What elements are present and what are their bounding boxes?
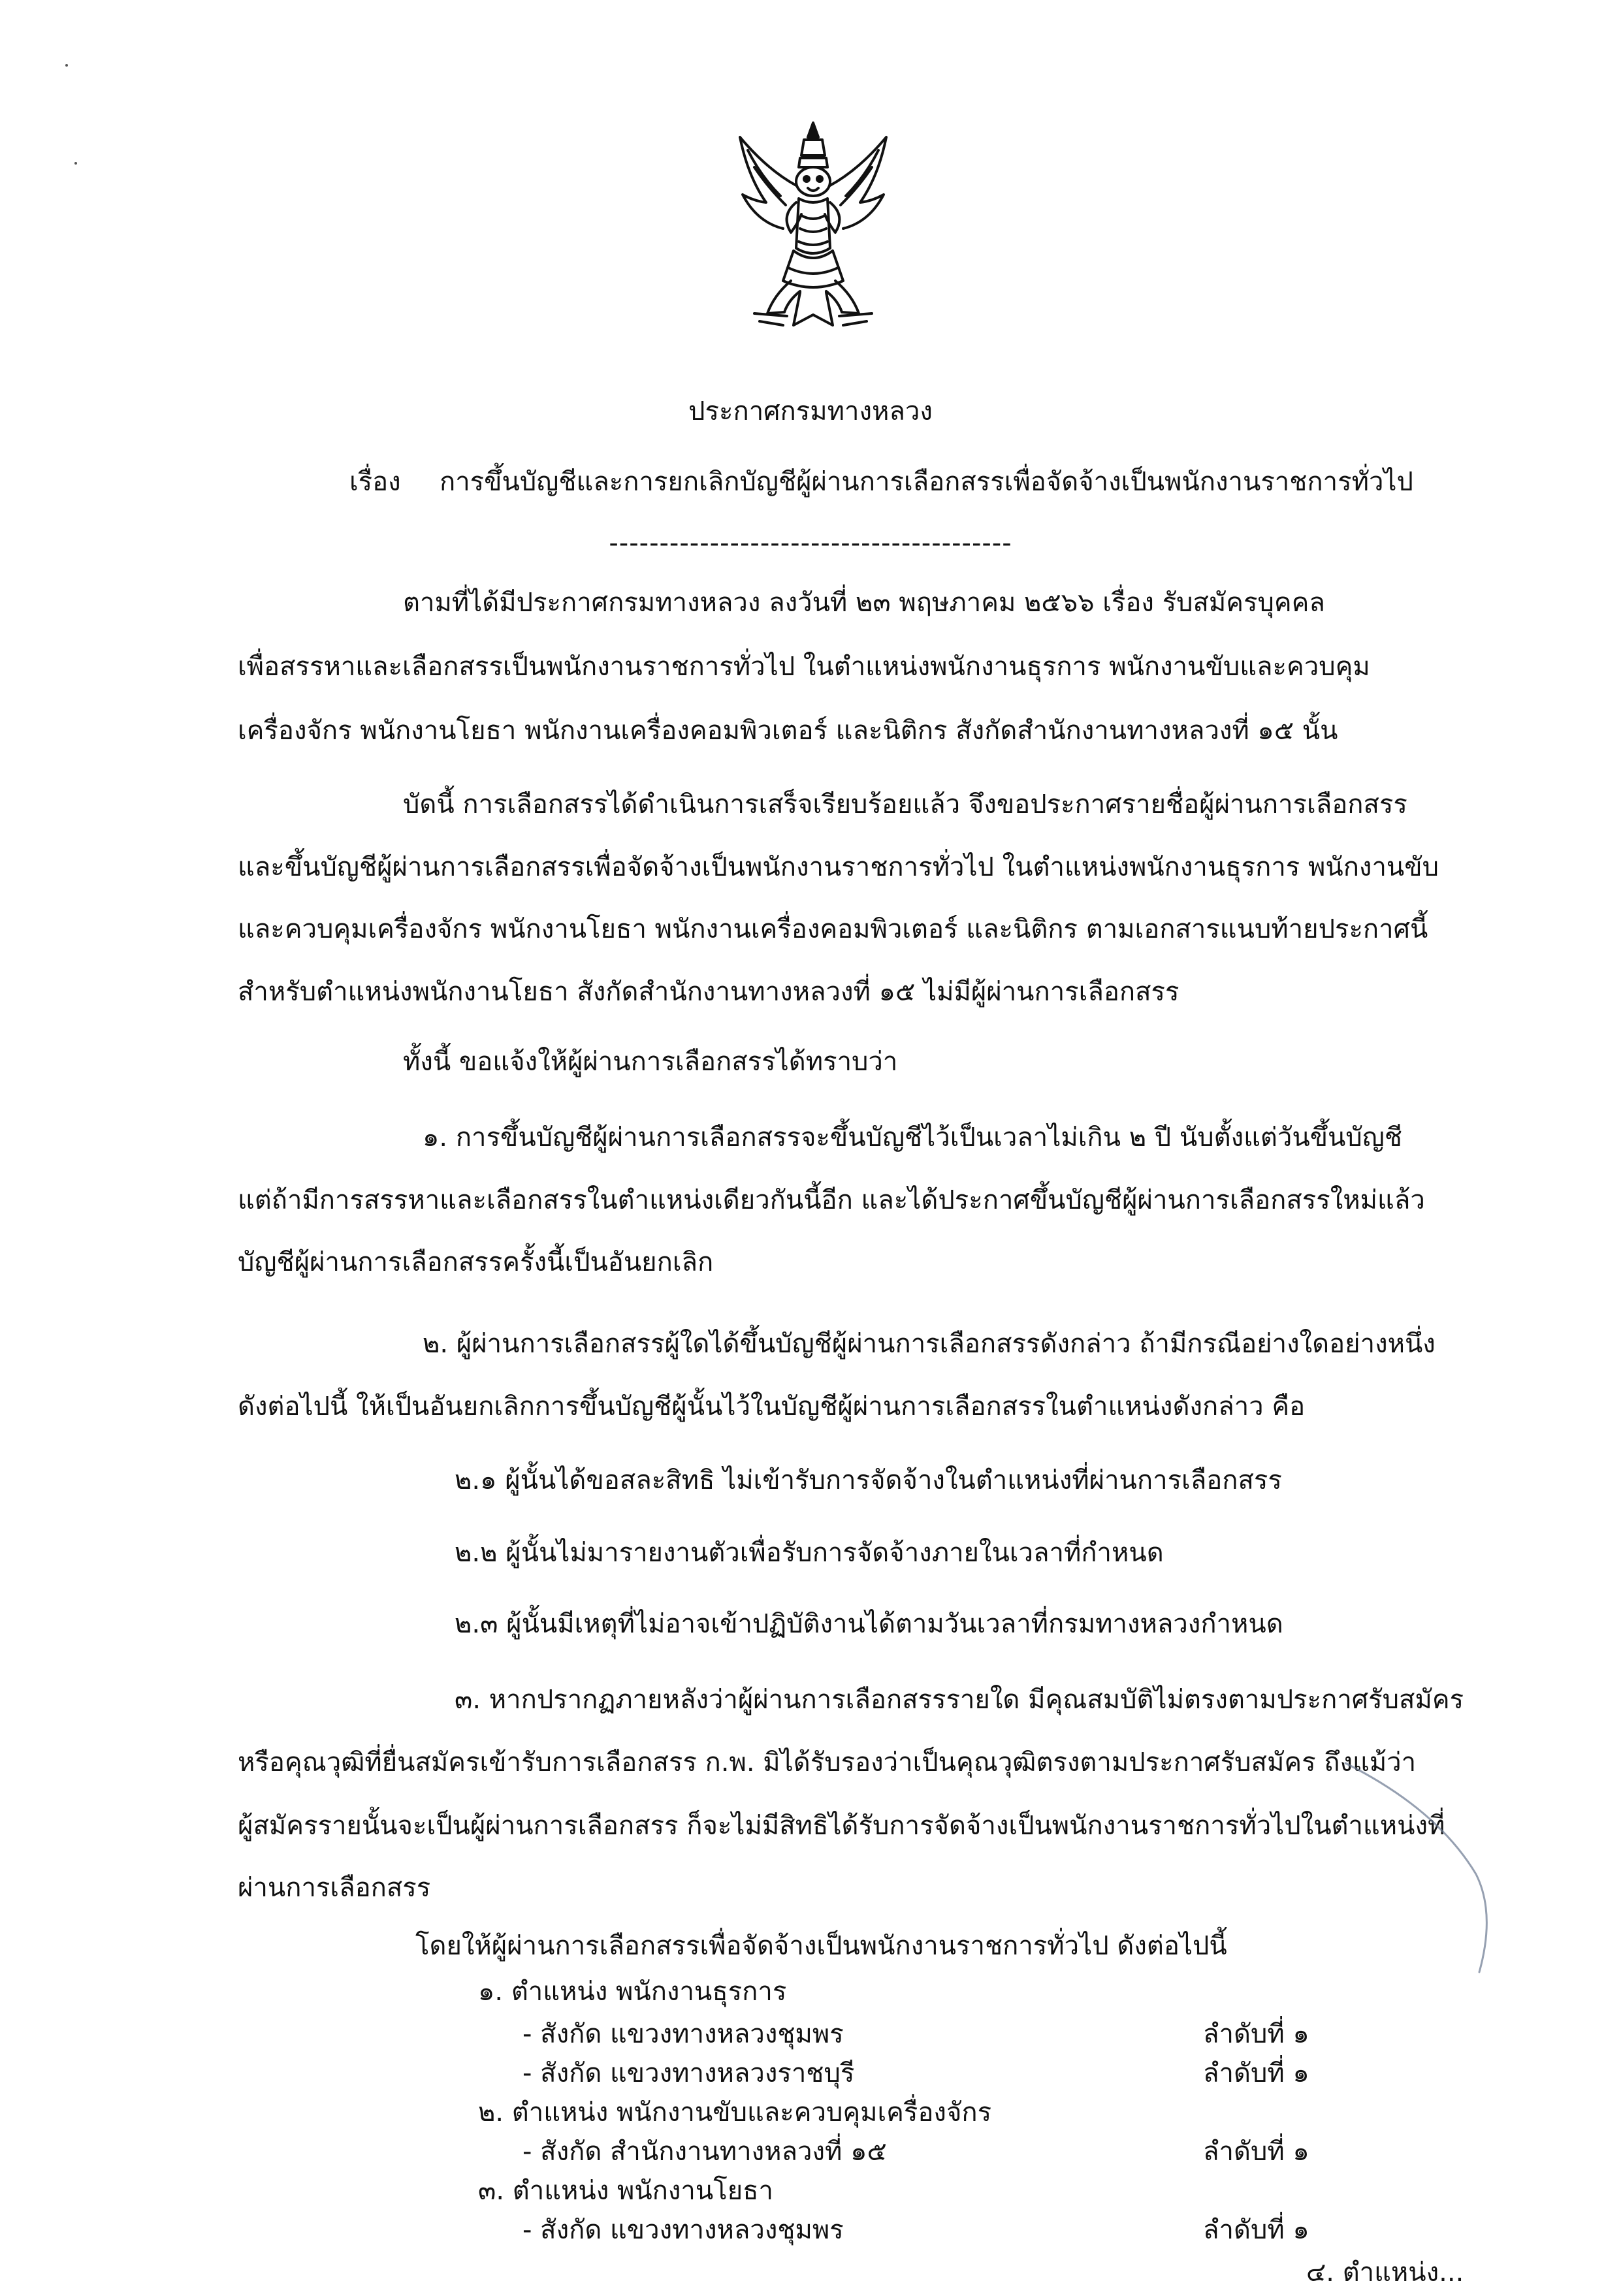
para3-line: ทั้งนี้ ขอแจ้งให้ผู้ผ่านการเลือกสรรได้ทราบว่า [403, 1047, 898, 1077]
position-1-rank-2: ลำดับที่ ๑ [1203, 2058, 1309, 2088]
item2-sub-1: ๒.๑ ผู้นั้นได้ขอสละสิทธิ ไม่เข้ารับการจัดจ้างในตำแหน่งที่ผ่านการเลือกสรร [455, 1465, 1282, 1495]
position-2-rank-1: ลำดับที่ ๑ [1203, 2137, 1309, 2167]
position-1-unit-2: - สังกัด แขวงทางหลวงราชบุรี [522, 2058, 855, 2088]
position-2-label: ๒. ตำแหน่ง พนักงานขับและควบคุมเครื่องจักร [478, 2097, 992, 2128]
subject-prefix: เรื่อง [349, 467, 401, 497]
para1-line-2: เพื่อสรรหาและเลือกสรรเป็นพนักงานราชการทั่วไป ในตำแหน่งพนักงานธุรการ พนักงานขับและควบคุม [238, 652, 1370, 682]
item2-sub-3: ๒.๓ ผู้นั้นมีเหตุที่ไม่อาจเข้าปฏิบัติงานได้ตามวันเวลาที่กรมทางหลวงกำหนด [455, 1609, 1283, 1639]
para2-line-4: สำหรับตำแหน่งพนักงานโยธา สังกัดสำนักงานทางหลวงที่ ๑๕ ไม่มีผู้ผ่านการเลือกสรร [238, 977, 1180, 1007]
item2-sub-2: ๒.๒ ผู้นั้นไม่มารายงานตัวเพื่อรับการจัดจ้างภายในเวลาที่กำหนด [455, 1538, 1164, 1568]
garuda-emblem-icon [728, 118, 898, 340]
position-1-rank-1: ลำดับที่ ๑ [1203, 2019, 1309, 2049]
para1-line-1: ตามที่ได้มีประกาศกรมทางหลวง ลงวันที่ ๒๓ พฤษภาคม ๒๕๖๖ เรื่อง รับสมัครบุคคล [403, 588, 1325, 618]
item2-line-2: ดังต่อไปนี้ ให้เป็นอันยกเลิกการขึ้นบัญชีผู้นั้นไว้ในบัญชีผู้ผ่านการเลือกสรรในตำแหน่งดังกล่าว คือ [238, 1392, 1306, 1422]
para2-line-2: และขึ้นบัญชีผู้ผ่านการเลือกสรรเพื่อจัดจ้างเป็นพนักงานราชการทั่วไป ในตำแหน่งพนักงานธุรการ พนักงานขับ [238, 852, 1439, 882]
item3-line-1: ๓. หากปรากฏภายหลังว่าผู้ผ่านการเลือกสรรรายใด มีคุณสมบัติไม่ตรงตามประกาศรับสมัคร [455, 1685, 1464, 1715]
position-3-label: ๓. ตำแหน่ง พนักงานโยธา [478, 2176, 774, 2206]
para1-line-3: เครื่องจักร พนักงานโยธา พนักงานเครื่องคอมพิวเตอร์ และนิติกร สังกัดสำนักงานทางหลวงที่ ๑๕ นั้น [238, 716, 1338, 746]
continuation-marker: ๔. ตำแหน่ง... [1306, 2257, 1464, 2288]
scan-speck [65, 64, 68, 67]
item1-line-3: บัญชีผู้ผ่านการเลือกสรรครั้งนี้เป็นอันยกเลิก [238, 1247, 714, 1277]
list-intro: โดยให้ผู้ผ่านการเลือกสรรเพื่อจัดจ้างเป็นพนักงานราชการทั่วไป ดังต่อไปนี้ [415, 1931, 1227, 1961]
position-3-rank-1: ลำดับที่ ๑ [1203, 2215, 1309, 2245]
position-3-unit-1: - สังกัด แขวงทางหลวงชุมพร [522, 2215, 844, 2245]
title-divider: ---------------------------------------- [609, 528, 1012, 558]
pen-stroke-mark [1339, 1750, 1509, 1985]
position-2-unit-1: - สังกัด สำนักงานทางหลวงที่ ๑๕ [522, 2137, 887, 2167]
item3-line-3: ผู้สมัครรายนั้นจะเป็นผู้ผ่านการเลือกสรร ก็จะไม่มีสิทธิได้รับการจัดจ้างเป็นพนักงานราชการทั่วไปในตำแหน่งที่ [238, 1811, 1445, 1841]
scan-speck [74, 162, 77, 165]
item2-line-1: ๒. ผู้ผ่านการเลือกสรรผู้ใดได้ขึ้นบัญชีผู้ผ่านการเลือกสรรดังกล่าว ถ้ามีกรณีอย่างใดอย่างหนึ่ง [423, 1329, 1436, 1359]
item1-line-2: แต่ถ้ามีการสรรหาและเลือกสรรในตำแหน่งเดียวกันนี้อีก และได้ประกาศขึ้นบัญชีผู้ผ่านการเลือกสรรใหม่แล้ว [238, 1185, 1425, 1215]
position-1-unit-1: - สังกัด แขวงทางหลวงชุมพร [522, 2019, 844, 2049]
item1-line-1: ๑. การขึ้นบัญชีผู้ผ่านการเลือกสรรจะขึ้นบัญชีไว้เป็นเวลาไม่เกิน ๒ ปี นับตั้งแต่วันขึ้นบัญชี [423, 1123, 1402, 1153]
subject-line: การขึ้นบัญชีและการยกเลิกบัญชีผู้ผ่านการเลือกสรรเพื่อจัดจ้างเป็นพนักงานราชการทั่วไป [440, 467, 1413, 497]
position-1-label: ๑. ตำแหน่ง พนักงานธุรการ [478, 1977, 787, 2007]
item3-line-2: หรือคุณวุฒิที่ยื่นสมัครเข้ารับการเลือกสรร ก.พ. มิได้รับรองว่าเป็นคุณวุฒิตรงตามประกาศรับสมัคร ถึงแม้ว่า [238, 1747, 1417, 1778]
para2-line-3: และควบคุมเครื่องจักร พนักงานโยธา พนักงานเครื่องคอมพิวเตอร์ และนิติกร ตามเอกสารแนบท้ายประกาศนี้ [238, 914, 1428, 944]
document-title: ประกาศกรมทางหลวง [688, 396, 933, 426]
item3-line-4: ผ่านการเลือกสรร [238, 1873, 431, 1903]
para2-line-1: บัดนี้ การเลือกสรรได้ดำเนินการเสร็จเรียบร้อยแล้ว จึงขอประกาศรายชื่อผู้ผ่านการเลือกสรร [403, 789, 1407, 820]
